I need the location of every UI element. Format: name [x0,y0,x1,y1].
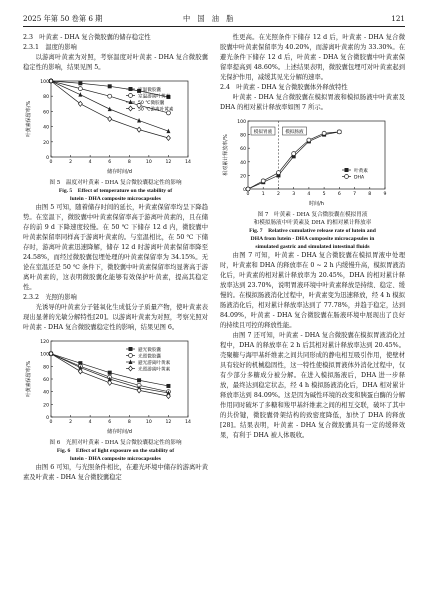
figure-5-chart [23,75,208,175]
plot-frame [51,81,188,157]
data-point [78,369,82,374]
y-tick-label: 80 [43,95,49,101]
x-tick-label: 4 [88,420,92,425]
figure-6-chart [23,335,208,435]
journal-issue: 2025 年第 50 卷第 6 期 [23,14,103,23]
figure-5-caption-en: Fig. 5 Effect of temperature on the stability of [58,188,173,194]
data-point [166,136,170,141]
y-tick-label: 100 [237,120,246,125]
x-axis-label: 储存时间/d [107,169,132,175]
y-axis-label: 叶黄素保留率/% [26,360,32,398]
y-tick-label: 20 [43,140,49,146]
legend-marker [345,175,349,179]
data-point [78,101,82,106]
legend-entry: 光照游离叶黄素 [138,367,171,373]
data-point [337,130,341,134]
page-number: 121 [391,14,405,23]
y-tick-label: 0 [243,188,246,193]
legend-entry: 50 ℃游离叶黄素 [138,107,174,113]
x-tick-label: 6 [108,160,112,165]
y-tick-label: 60 [43,110,49,116]
data-point [108,84,112,88]
figure-6-caption-cn: 图 6 光照对叶黄素 - DHA 复合微胶囊稳定性的影响 [49,440,182,446]
data-point [108,117,112,122]
x-tick-label: 1 [261,192,265,197]
data-point [108,94,112,98]
y-tick-label: 0 [46,416,49,421]
x-tick-label: 0 [246,192,250,197]
data-point [137,127,141,132]
paragraph: 由图 7 还可知，叶黄素 - DHA 复合微胶囊在模拟胃液消化过程中，DHA 的释放率在 2 h 后其相对累计释放率达到 20.45%。壳聚糖与海甲基纤维素之间共同形成的静电相互吸引作用，使壁材具有较好的机械稳固性，这一特性使模拟胃液体外消化过程中，仅有少部分多糖成分被分解。在进入模拟肠液后，DHA 进一步释放，最终达到稳定状态，经 4 h 模拟肠液消化后，DHA 相对累计释放率达到 84.09%。这是因为碱性环境的改变和胰蛋白酶的分解作用同时破坏了多糖和羧甲基纤维素之间的相互交联，破坏了其中的共价键，微胶囊骨架结构的致密度降低，加快了 DHA 的释放[28]。结果表明，叶黄素 - DHA 复合微胶囊具有一定的缓释效果，有利于 DHA 被人体吸收。 [220,332,405,439]
series-2 [246,130,341,191]
legend-marker [129,347,133,351]
x-tick-label: 2 [69,160,73,165]
figure-6 [23,335,208,439]
x-tick-label: 10 [145,420,152,425]
figure-5-caption-cn: 图 5 温度对叶黄素 - DHA 复合微胶囊稳定性的影响 [49,180,182,186]
data-point [137,378,141,382]
legend-entry: DHA [354,175,365,181]
legend-entry: 避光游离叶黄素 [138,360,171,366]
x-tick-label: 6 [337,192,341,197]
data-point [292,152,296,156]
data-point [307,138,311,142]
series-1 [246,130,341,191]
x-tick-label: 12 [165,160,172,165]
data-point [78,81,82,85]
region-label-gastric: 模拟胃液 [253,129,273,135]
x-tick-label: 7 [353,192,357,197]
x-tick-label: 12 [165,420,172,425]
x-axis-label: 储存时间/d [107,429,132,435]
x-tick-label: 4 [88,160,92,165]
figure-5 [23,75,208,179]
y-axis-label: 叶黄素保留率/% [26,100,32,138]
data-point [108,380,112,385]
figure-7-caption-en: Fig. 7 Relative cumulative release rate of lutein and [249,228,376,234]
data-point [276,171,280,175]
subsection-heading: 2.3.1 温度的影响 [23,44,77,51]
y-tick-label: 100 [40,80,49,85]
legend-entry: 50 ℃微胶囊 [138,100,165,106]
figure-7-caption-en-2: DHA from lutein - DHA composite microcapsules in [250,236,375,242]
y-tick-label: 20 [240,174,246,180]
legend-marker [129,94,133,98]
paragraph: 由图 7 可知，叶黄素 - DHA 复合微胶囊在模拟胃液中处理时，叶黄素和 DHA 的释放率在 0 ~ 2 h 内缓慢升高，模拟胃液消化后，叶黄素的相对累计释放率为 20.45%，DHA 的相对累计释放率达到 23.70%，说明胃液环境中叶黄素释放是持续、稳定、缓慢的。在模拟肠液消化过程中，叶黄素变为迅速释放，经 4 h 模拟肠液消化后，相对累计释放率达到了 77.78%，并趋于稳定，达到 84.09%，叶黄素 - DHA 复合微胶囊在肠液环境中展现出了良好的持续且可控的释放性能。 [220,252,405,329]
y-tick-label: 60 [43,378,49,383]
y-tick-label: 80 [240,133,246,139]
region-label-intestinal: 模拟肠液 [285,129,304,135]
data-point [322,131,326,135]
legend-marker [345,168,349,172]
figure-7-caption-en-3: simulated gastric and simulated intestinal fluids [255,244,370,250]
x-tick-label: 9 [383,192,387,197]
x-tick-label: 14 [185,160,191,165]
legend-marker [129,354,133,358]
data-point [108,371,112,375]
figure-7 [220,115,405,211]
x-tick-label: 2 [69,420,73,425]
figure-7-chart [220,115,405,207]
x-tick-label: 5 [322,192,326,197]
legend-entry: 室温游离叶黄素 [138,94,171,100]
data-point [166,384,170,388]
legend-marker [129,87,133,91]
legend-marker [129,106,133,111]
x-tick-label: 0 [49,420,53,425]
y-tick-label: 100 [40,352,49,358]
data-point [108,107,112,111]
data-point [78,87,82,91]
plot-frame [51,341,188,417]
section-heading: 2.3 叶黄素 - DHA 复合微胶囊的储存稳定性 [23,34,151,41]
paragraph: 叶黄素 - DHA 复合微胶囊在模拟胃液和模拟肠液中叶黄素及 DHA 的相对累计释放率如图 7 所示。 [220,94,405,111]
y-tick-label: 40 [43,125,49,131]
y-tick-label: 120 [40,340,49,345]
legend-entry: 光照微胶囊 [138,354,161,360]
y-tick-label: 80 [43,365,49,371]
left-column [23,33,208,483]
header-rule [23,26,405,27]
paragraph: 性更高。在光照条件下储存 12 d 后，叶黄素 - DHA 复合微胶囊中叶黄素保留率为 40.20%，而游离叶黄素的为 33.30%。在避光条件下储存 12 d 后，叶黄素 - DHA 复合微胶囊中叶黄素保留率提高到 48.60%。上述结果表明，微胶囊包埋可对叶黄素起到光保护作用，减缓其见光分解的速率。 [220,34,405,81]
right-column [220,33,405,441]
figure-6-caption-en: Fig. 6 Effect of light exposure on the stability of [56,448,175,454]
x-axis-label: 时间/h [309,201,324,207]
figure-6-caption-en-2: lutein - DHA composite microcapsules [70,456,161,462]
y-tick-label: 20 [43,403,49,409]
paragraph: 光诱导的叶黄素分子链氧化生成低分子质量产物，使叶黄素表现出显著的光敏分解特性[20]。以游离叶黄素为对照，考察光照对叶黄素 - DHA 复合微胶囊稳定性的影响，结果见图 6。 [23,304,208,331]
x-tick-label: 8 [127,420,131,425]
legend-marker [129,366,133,371]
subsection-heading: 2.3.2 光照的影响 [23,294,77,301]
y-tick-label: 0 [46,156,49,161]
x-tick-label: 2 [276,192,280,197]
x-tick-label: 3 [292,192,296,197]
x-tick-label: 8 [127,160,131,165]
data-point [78,92,82,97]
y-tick-label: 40 [240,160,246,166]
figure-7-caption-cn: 图 7 叶黄素 - DHA 复合微胶囊在模拟胃液 [257,212,368,218]
y-tick-label: 60 [240,147,246,153]
paragraph: 由图 5 可知，随着储存时间的延长，叶黄素保留率均呈下降趋势。在室温下，微胶囊中叶黄素保留率高于游离叶黄素的，且在储存的前 9 d 下降速度较慢。在 50 ℃ 下储存 12 d 内，微胶囊中叶黄素保留率同样高于游离叶黄素的。与室温相比，在 50 ℃ 下储存时，游离叶黄素迅速降解，储存 12 d 时游离叶黄素保留率降至 24.58%，而经过微胶囊包埋处理的叶黄素保留率为 34.15%。无论在室温还是 50 ℃ 条件下，微胶囊中叶黄素保留率均显著高于游离叶黄素的，这表明微胶囊化能够有效保护叶黄素，提高其稳定性。 [23,204,208,291]
figure-7-caption-cn-2: 和模拟肠液中叶黄素及 DHA 的相对累计释放率 [253,220,372,226]
x-tick-label: 4 [307,192,311,197]
page-header [23,14,405,26]
section-heading: 2.4 叶黄素 - DHA 复合微胶囊体外释放特性 [220,84,348,91]
y-tick-label: 40 [43,390,49,396]
paragraph: 由图 6 可知，与光照条件相比，在避光环境中储存的游离叶黄素及叶黄素 - DHA 复合微胶囊稳定 [23,464,208,481]
legend-entry: 室温微胶囊 [138,87,161,93]
paragraph: 以游离叶黄素为对照，考察温度对叶黄素 - DHA 复合微胶囊稳定性的影响，结果见图 5。 [23,54,208,71]
x-tick-label: 14 [185,420,191,425]
x-tick-label: 6 [108,420,112,425]
journal-name: 中 国 油 脂 [183,14,234,23]
data-point [246,187,250,191]
x-tick-label: 10 [145,160,152,165]
data-point [261,179,265,183]
figure-5-caption-en-2: lutein - DHA composite microcapsules [70,196,161,202]
x-tick-label: 0 [49,160,53,165]
legend-entry: 避光微胶囊 [138,347,161,353]
legend-entry: 叶黄素 [354,168,368,174]
x-tick-label: 8 [368,192,372,197]
y-axis-label: 相对累计释放率/% [223,134,229,176]
